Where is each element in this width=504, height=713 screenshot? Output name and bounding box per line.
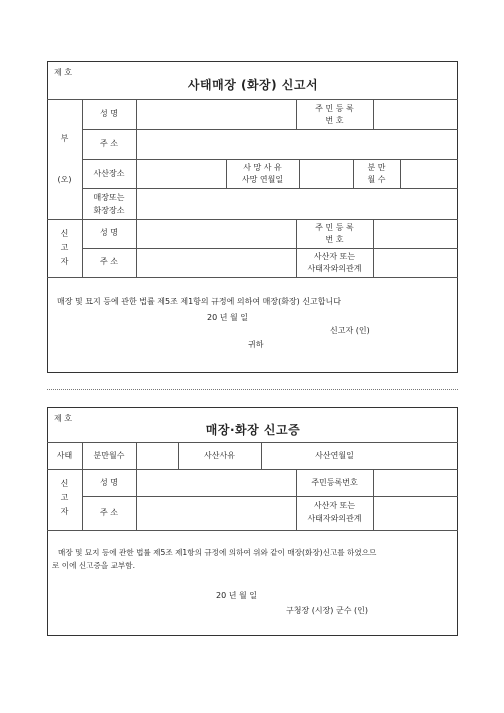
date-line: 20 년 월 일	[207, 313, 248, 322]
relation-field[interactable]	[374, 249, 457, 276]
gestation-field[interactable]	[401, 160, 457, 187]
birth-month-field[interactable]	[137, 443, 177, 468]
reporter-resident-field[interactable]	[374, 220, 457, 247]
stillbirth-date-field[interactable]	[374, 443, 457, 468]
signer-line: 신고자 (인)	[330, 326, 370, 335]
reporter-name-field[interactable]	[137, 220, 295, 247]
cert-address-label: 주 소	[100, 508, 118, 517]
death-reason-label: 사 망 사 유	[243, 163, 282, 172]
gestation-label-2: 월 수	[367, 175, 386, 184]
deceased-section-label: 부	[60, 134, 69, 143]
cert-reporter-label: 신	[60, 479, 69, 488]
reporter-address-field[interactable]	[137, 249, 295, 276]
stillbirth-date-label: 사산연월일	[315, 451, 354, 460]
reporter-name-label: 성 명	[100, 228, 118, 237]
cert-relation-label-2: 사태자와의관계	[307, 514, 362, 523]
cert-signer-line: 구청장 (시장) 군수 (인)	[286, 606, 368, 615]
reporter-resident-label-2: 번 호	[325, 235, 344, 244]
resident-no-label: 주 민 등 록	[315, 104, 354, 113]
address-field[interactable]	[137, 130, 457, 158]
cert-number-label: 제 호	[54, 414, 72, 423]
cut-line	[47, 389, 458, 390]
cert-name-label: 성 명	[100, 478, 118, 487]
resident-no-label-2: 번 호	[325, 116, 344, 125]
reporter-section-label-3: 자	[60, 257, 69, 266]
reporter-section-label: 신	[60, 229, 69, 238]
birth-place-field[interactable]	[137, 160, 225, 187]
doc-number-label: 제 호	[54, 68, 72, 77]
resident-no-field[interactable]	[374, 100, 457, 128]
death-reason-field[interactable]	[300, 160, 352, 187]
statement-text: 매장 및 묘지 등에 관한 법률 제5조 제1항의 규정에 의하여 매장(화장) 신고합니다	[57, 297, 341, 306]
form-title: 사태매장 (화장) 신고서	[187, 78, 319, 92]
name-field[interactable]	[137, 100, 295, 128]
cert-address-field[interactable]	[137, 497, 295, 529]
death-reason-label: 사산사유	[204, 451, 235, 460]
cert-resident-label: 주민등록번호	[311, 478, 358, 487]
cert-relation-label: 사산자 또는	[313, 501, 356, 510]
relation-label: 사산자 또는	[313, 252, 356, 261]
death-date-label: 사망 연월일	[241, 175, 284, 184]
cert-statement-line-2: 로 이에 신고증을 교부함.	[52, 561, 136, 570]
birth-month-label: 분만월수	[93, 451, 125, 460]
cert-reporter-label-3: 자	[60, 507, 69, 516]
address-label: 주 소	[100, 139, 118, 148]
reporter-address-label: 주 소	[100, 257, 118, 266]
relation-label-2: 사태자와의관계	[307, 264, 362, 273]
cert-resident-field[interactable]	[374, 470, 457, 495]
reporter-resident-label: 주 민 등 록	[315, 223, 354, 232]
cert-reporter-label-2: 고	[60, 493, 69, 502]
cert-statement-line-1: 매장 및 묘지 등에 관한 법률 제5조 제1항의 규정에 의하여 위와 같이 매장(화장)신고를 하였으므	[58, 548, 377, 557]
stillbirth-label: 사태	[56, 451, 73, 460]
gestation-label: 분 만	[367, 163, 386, 172]
burial-place-field[interactable]	[137, 189, 457, 218]
name-label: 성 명	[100, 109, 118, 118]
birth-place-label: 사산장소	[93, 169, 125, 178]
cert-date-line: 20 년 월 일	[216, 591, 257, 600]
cert-title: 매장·화장 신고증	[205, 423, 301, 437]
burial-place-label: 매장또는	[93, 193, 125, 202]
addressee-text: 귀하	[248, 340, 264, 349]
cert-relation-field[interactable]	[374, 497, 457, 529]
reporter-section-label-2: 고	[60, 243, 69, 252]
burial-place-label-2: 화장장소	[93, 206, 125, 215]
deceased-section-sublabel: (오)	[57, 175, 72, 184]
cert-name-field[interactable]	[137, 470, 295, 495]
